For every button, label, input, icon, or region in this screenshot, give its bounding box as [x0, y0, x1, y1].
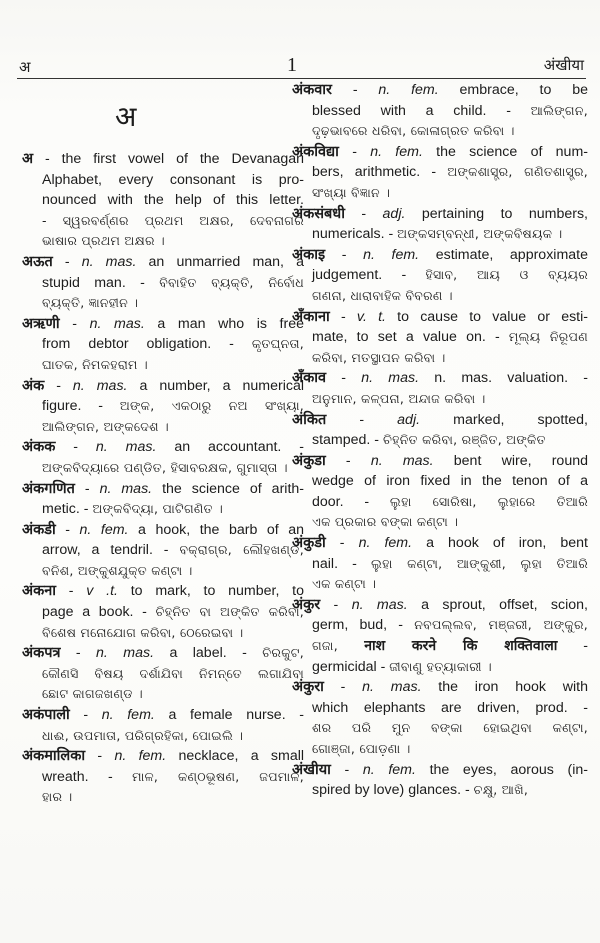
english-definition: a man who is free [144, 315, 304, 332]
english-definition: door. - [312, 493, 390, 510]
entry-line [292, 389, 588, 410]
odia-translation: ଅନୁମାନ, କଳ୍ପନା, ଅନ୍ଦାଜ କରିବା । [312, 390, 486, 406]
english-definition: germ, bud, - [312, 617, 415, 634]
odia-translation: ଲୁହା ସୋରିଷା, ଲୁହାରେ ତିଆରି [389, 493, 588, 509]
separator: - [74, 480, 100, 497]
right-guide-word: अंखीया [543, 56, 584, 74]
entry-line [292, 101, 588, 122]
entry-line [292, 204, 588, 225]
entry-line [292, 348, 588, 369]
headword: अंकपत्र [22, 645, 61, 662]
dictionary-entry [22, 437, 304, 478]
entry-line [292, 554, 588, 575]
dictionary-entry [22, 643, 304, 705]
entry-line [22, 231, 304, 252]
dictionary-entry [292, 204, 588, 245]
english-definition: arrow, a tendril. - [42, 542, 180, 559]
english-definition: page a book. - [42, 604, 156, 621]
dictionary-entry [292, 307, 588, 369]
headword: अँकाव [292, 370, 327, 387]
english-definition: an accountant. - [156, 439, 304, 456]
headword: अंकसंबधी [292, 205, 345, 222]
entry-line [292, 265, 588, 286]
english-definition: numericals. - [312, 226, 398, 243]
separator: - [320, 596, 352, 613]
odia-translation: ବିବାହିତ ବ୍ୟକ୍ତି, ନିର୍ବୋଧ [159, 274, 304, 290]
english-definition: a female nurse. - [154, 707, 304, 724]
entry-line [22, 664, 304, 685]
odia-translation: ଗଜା, [312, 638, 365, 654]
english-definition: a number, a numerical [127, 377, 304, 394]
english-definition: nail. - [312, 555, 371, 572]
english-definition: a label. - [154, 645, 263, 662]
entry-line [292, 533, 588, 554]
entry-line [292, 677, 588, 698]
english-definition: stupid man. - [42, 274, 160, 291]
entry-line [22, 479, 304, 500]
entry-line [22, 376, 304, 397]
odia-translation: ଅଙ୍କ, ଏକଠାରୁ ନଅ ସଂଖ୍ୟା, [119, 398, 304, 414]
headword: अंकगणित [22, 480, 75, 497]
english-definition: wedge of iron fixed in the tenon of a [312, 473, 588, 490]
entry-line [22, 170, 304, 191]
odia-translation: ଆଲିଙ୍ଗନ, [530, 102, 588, 118]
headword: अंकमालिका [22, 748, 86, 765]
dictionary-entry [22, 520, 304, 582]
separator: - [55, 521, 80, 538]
odia-translation: ହିସାବ, ଆୟ ଓ ବ୍ୟୟର [425, 267, 588, 283]
entry-line [292, 245, 588, 266]
odia-translation: ଲୁହା କଣ୍ଟା, ଆଙ୍କୁଶୀ, ଲୁହା ତିଆରି [371, 555, 588, 571]
entry-line [22, 581, 304, 602]
separator: - [60, 645, 97, 662]
odia-translation: ବିଶେଷ ମନୋଯୋଗ କରିବା, ଠେରେଇବା । [42, 624, 244, 640]
entry-line [22, 190, 304, 211]
part-of-speech: v. t. [356, 308, 386, 325]
english-definition: n. mas. valuation. - [419, 370, 588, 387]
separator: - [85, 748, 115, 765]
entry-line [292, 451, 588, 472]
odia-translation: ବନିଶ, ଅଙ୍କୁଶଯୁକ୍ତ କଣ୍ଟା । [42, 562, 193, 578]
odia-translation: କୌଣସି ବିଷୟ ଦର୍ଶାଯିବା ନିମନ୍ତେ ଲଗାଯିବା [42, 665, 304, 681]
separator: - [331, 82, 379, 98]
headword: अंकुडी [292, 535, 326, 552]
odia-translation: ଅଙ୍କଶାସ୍ତ୍ର, ଗଣିତଶାସ୍ତ୍ର, [447, 164, 588, 180]
entry-line [292, 183, 588, 204]
entry-line [22, 684, 304, 705]
english-definition: the science of arith- [152, 480, 304, 497]
entry-line [292, 492, 588, 513]
english-definition: stamped. - [312, 432, 383, 449]
odia-translation: ଭାଷାର ପ୍ରଥମ ଅକ୍ଷର । [42, 233, 165, 249]
entry-line [292, 224, 588, 245]
entry-line [22, 396, 304, 417]
hindi-subheadword: नाश करने कि शक्तिवाला [364, 638, 558, 655]
part-of-speech: n. fem. [114, 748, 167, 765]
headword: अंकक [22, 439, 56, 456]
entry-line [22, 540, 304, 561]
entry-line [22, 458, 304, 479]
odia-translation: ଚିହ୍ନିତ ବା ଅଙ୍କିତ କରିବା, [155, 604, 304, 620]
english-definition: a hook of iron, bent [412, 535, 588, 552]
separator: - [44, 377, 73, 394]
english-definition: blessed with a child. - [312, 102, 531, 119]
entry-line [22, 767, 304, 788]
english-definition: to mark, to number, to [117, 583, 304, 600]
odia-translation: ନବପଲ୍ଲବ, ମଞ୍ଜରୀ, ଅଙ୍କୁର, [414, 617, 588, 633]
dictionary-entry [22, 479, 304, 520]
entry-line [292, 657, 588, 678]
headword: अंकुरा [292, 679, 324, 696]
part-of-speech: n. mas. [95, 439, 157, 456]
entry-line [292, 142, 588, 163]
entry-line [292, 368, 588, 389]
odia-translation: ଜୀବାଣୁ ହତ୍ୟାକାରୀ । [389, 658, 492, 674]
english-definition: - [557, 638, 588, 655]
entry-line [22, 355, 304, 376]
headword: अंकडी [22, 521, 56, 538]
separator: - [325, 246, 364, 263]
separator: - [323, 679, 363, 696]
headword: अंक [22, 377, 45, 394]
headword: अंखीया [292, 761, 331, 778]
odia-translation: ହାର । [42, 789, 73, 805]
headword: अंकना [22, 583, 57, 600]
english-definition: metic. - [42, 501, 93, 518]
odia-translation: ଗଣନା, ଧାରାବାହିକ ବିବରଣ । [312, 287, 453, 303]
odia-translation: ଘାତକ, ନିମକହରାମ । [42, 356, 148, 372]
entry-line [22, 623, 304, 644]
entry-line [292, 286, 588, 307]
english-definition: germicidal - [312, 658, 390, 675]
english-definition: which elephants are driven, prod. - [312, 699, 588, 716]
separator: - [55, 439, 96, 456]
entry-line [22, 417, 304, 438]
english-definition: necklace, a small [166, 748, 304, 765]
separator: - [69, 707, 102, 724]
entry-line [292, 512, 588, 533]
part-of-speech: v .t. [86, 583, 118, 600]
entry-line [292, 698, 588, 719]
english-definition: wreath. - [42, 768, 133, 785]
separator: - [344, 205, 383, 222]
entry-line [22, 705, 304, 726]
english-definition: pertaining to numbers, [405, 205, 588, 222]
english-definition: judgement. - [312, 267, 426, 284]
english-definition: a sprout, offset, scion, [407, 596, 588, 613]
dictionary-entry [22, 376, 304, 438]
entry-line [292, 595, 588, 616]
dictionary-entry [22, 252, 304, 314]
odia-translation: ଚିହ୍ନିତ କରିବା, ରଞ୍ଜିତ, ଅଙ୍କିତ [382, 432, 546, 448]
headword: अऊत [22, 253, 53, 270]
part-of-speech: n. fem. [370, 143, 423, 160]
odia-translation: ଚକ୍ଷୁ, ଆଖି, [473, 782, 529, 798]
entry-line [22, 787, 304, 808]
odia-translation: ଦୃଢ଼ଭାବରେ ଧରିବା, କୋଳାଗ୍ରତ କରିବା । [312, 123, 515, 139]
separator: - [329, 308, 357, 325]
dictionary-entry [292, 760, 588, 801]
entry-line [292, 162, 588, 183]
separator: - [52, 253, 82, 270]
odia-translation: ଏକ କଣ୍ଟା । [312, 576, 377, 592]
entry-line [22, 643, 304, 664]
entry-line [22, 520, 304, 541]
part-of-speech: n. fem. [362, 761, 416, 778]
part-of-speech: n. mas. [81, 253, 137, 270]
dictionary-entry [22, 314, 304, 376]
english-definition: the eyes, aorous (in- [415, 761, 588, 778]
odia-translation: ମାଳ, କଣ୍ଠଭୂଷଣ, ଜପମାଳ, [132, 768, 304, 784]
entry-line [22, 602, 304, 623]
part-of-speech: n. mas. [351, 596, 408, 613]
english-definition: - the first vowel of the Devanagari [33, 151, 304, 167]
left-column [22, 149, 304, 808]
left-guide-word: अ [19, 58, 31, 76]
entry-line [292, 760, 588, 781]
dictionary-entry [292, 142, 588, 204]
odia-translation: ଚିରକୁଟ, [262, 645, 304, 661]
odia-translation: - ସ୍ୱରବର୍ଣ୍ଣର ପ୍ରଥମ ଅକ୍ଷର, ଦେବନାଗରି [42, 212, 304, 228]
entry-line [292, 615, 588, 636]
entry-line [292, 636, 588, 657]
entry-line [22, 726, 304, 747]
entry-line [22, 314, 304, 335]
dictionary-entry [292, 80, 588, 142]
dictionary-entry [22, 705, 304, 746]
separator: - [326, 370, 362, 387]
dictionary-entry [22, 149, 304, 252]
english-definition: an unmarried man, a [136, 253, 304, 270]
part-of-speech: n. fem. [378, 82, 439, 98]
part-of-speech: n. mas. [99, 480, 153, 497]
dictionary-entry [22, 581, 304, 643]
english-definition: embrace, to be [438, 82, 588, 98]
odia-translation: ବକ୍ରାଗ୍ର, ଲୌହଖଣ୍ଡ, [179, 542, 304, 558]
entry-line [22, 334, 304, 355]
odia-translation: ଅଙ୍କବିଦ୍ୟାରେ ପଣ୍ଡିତ, ହିସାବରକ୍ଷକ, ଗୁମାସ୍ତା । [42, 459, 288, 475]
odia-translation: ସଂଖ୍ୟା ବିଜ୍ଞାନ । [312, 184, 391, 200]
entry-line [22, 499, 304, 520]
headword: अंकुडा [292, 452, 326, 469]
entry-line [22, 149, 304, 170]
entry-line [22, 252, 304, 273]
english-definition: Alphabet, every consonant is pro- [42, 171, 304, 188]
entry-line [22, 746, 304, 767]
separator: - [326, 411, 398, 428]
odia-translation: ଆଲିଙ୍ଗନ, ଅଙ୍କଦେଶ । [42, 418, 169, 434]
entry-line [292, 307, 588, 328]
entry-line [292, 471, 588, 492]
english-definition: figure. - [42, 398, 120, 415]
entry-line [292, 718, 588, 739]
part-of-speech: n. fem. [358, 535, 413, 552]
headword: अंकाइ [292, 246, 326, 263]
english-definition: the science of num- [422, 143, 588, 160]
part-of-speech: n. mas. [361, 370, 420, 387]
headword: अ [22, 151, 34, 167]
odia-translation: ଛୋଟ କାଗଜଖଣ୍ଡ । [42, 686, 143, 702]
headword: अंकविद्या [292, 143, 339, 160]
page-number: 1 [287, 54, 297, 76]
right-column [292, 80, 588, 801]
part-of-speech: n. mas. [72, 377, 128, 394]
dictionary-entry [292, 595, 588, 677]
english-definition: nounced with the help of this letter. [42, 192, 304, 209]
separator: - [325, 535, 359, 552]
english-definition: a hook, the barb of an [128, 521, 304, 538]
odia-translation: କରିବା, ମତସ୍ଥାପନ କରିବା । [312, 349, 446, 365]
odia-translation: ଅଙ୍କସମ୍ବନ୍ଧୀ, ଅଙ୍କବିଷୟକ । [397, 226, 563, 242]
english-definition: spired by love) glances. - [312, 782, 474, 799]
part-of-speech: n. mas. [370, 452, 434, 469]
separator: - [325, 452, 371, 469]
english-definition: the iron hook with [421, 679, 588, 696]
dictionary-entry [292, 451, 588, 533]
headword: अँकाना [292, 308, 330, 325]
part-of-speech: n. mas. [96, 645, 155, 662]
dictionary-entry [22, 746, 304, 808]
odia-translation: ଶର ପରି ମୁନ ବଙ୍କା ହୋଇଥିବା କଣ୍ଟା, [312, 720, 588, 736]
part-of-speech: n. mas. [89, 315, 145, 332]
english-definition: estimate, approximate [419, 246, 588, 263]
odia-translation: ବ୍ୟକ୍ତି, ଜ୍ଞାନହୀନ । [42, 295, 139, 311]
headword: अकंपाली [22, 707, 70, 724]
odia-translation: ମୂଲ୍ୟ ନିରୂପଣ [508, 329, 588, 345]
entry-line [292, 780, 588, 801]
english-definition: marked, spotted, [420, 411, 588, 428]
headword: अंकवार [292, 82, 332, 98]
entry-line [22, 211, 304, 232]
entry-line [292, 80, 588, 101]
entry-line [22, 561, 304, 582]
dictionary-entry [292, 677, 588, 759]
separator: - [330, 761, 363, 778]
english-definition: bers, arithmetic. - [312, 164, 448, 181]
part-of-speech: adj. [382, 205, 406, 222]
entry-line [292, 430, 588, 451]
part-of-speech: n. fem. [363, 246, 420, 263]
part-of-speech: adj. [397, 411, 421, 428]
odia-translation: କୃତଘ୍ନତା, [251, 336, 304, 352]
entry-line [292, 574, 588, 595]
headword: अंकित [292, 411, 327, 428]
dictionary-entry [292, 533, 588, 595]
separator: - [338, 143, 371, 160]
part-of-speech: n. fem. [101, 707, 155, 724]
dictionary-entry [292, 368, 588, 409]
odia-translation: ଅଙ୍କବିଦ୍ୟା, ପାଟିଗଣିତ । [92, 501, 224, 517]
part-of-speech: n. fem. [79, 521, 129, 538]
entry-line [22, 437, 304, 458]
entry-line [22, 273, 304, 294]
entry-line [292, 327, 588, 348]
headword: अऋणी [22, 315, 60, 332]
dictionary-entry [292, 410, 588, 451]
odia-translation: ଗୋଞ୍ଜା, ପୋଡ଼ଣା । [312, 741, 411, 756]
english-definition: to cause to value or esti- [385, 308, 588, 325]
odia-translation: ଧାଈ, ଉପମାତା, ପରିଗ୍ରହିକା, ପୋଇଲି । [42, 727, 244, 743]
entry-line [292, 739, 588, 760]
english-definition: from debtor obligation. - [42, 336, 252, 353]
english-definition: bent wire, round [433, 452, 588, 469]
headword: अंकुर [292, 596, 321, 613]
part-of-speech: n. mas. [362, 679, 422, 696]
english-definition: mate, to set a value on. - [312, 329, 509, 346]
dictionary-entry [292, 245, 588, 307]
entry-line [292, 410, 588, 431]
separator: - [56, 583, 87, 600]
odia-translation: ଏକ ପ୍ରକାର ବଙ୍କା କଣ୍ଟା । [312, 514, 459, 530]
separator: - [59, 315, 90, 332]
section-letter-heading: अ [115, 100, 137, 133]
entry-line [292, 121, 588, 142]
entry-line [22, 293, 304, 314]
running-head [17, 56, 586, 79]
